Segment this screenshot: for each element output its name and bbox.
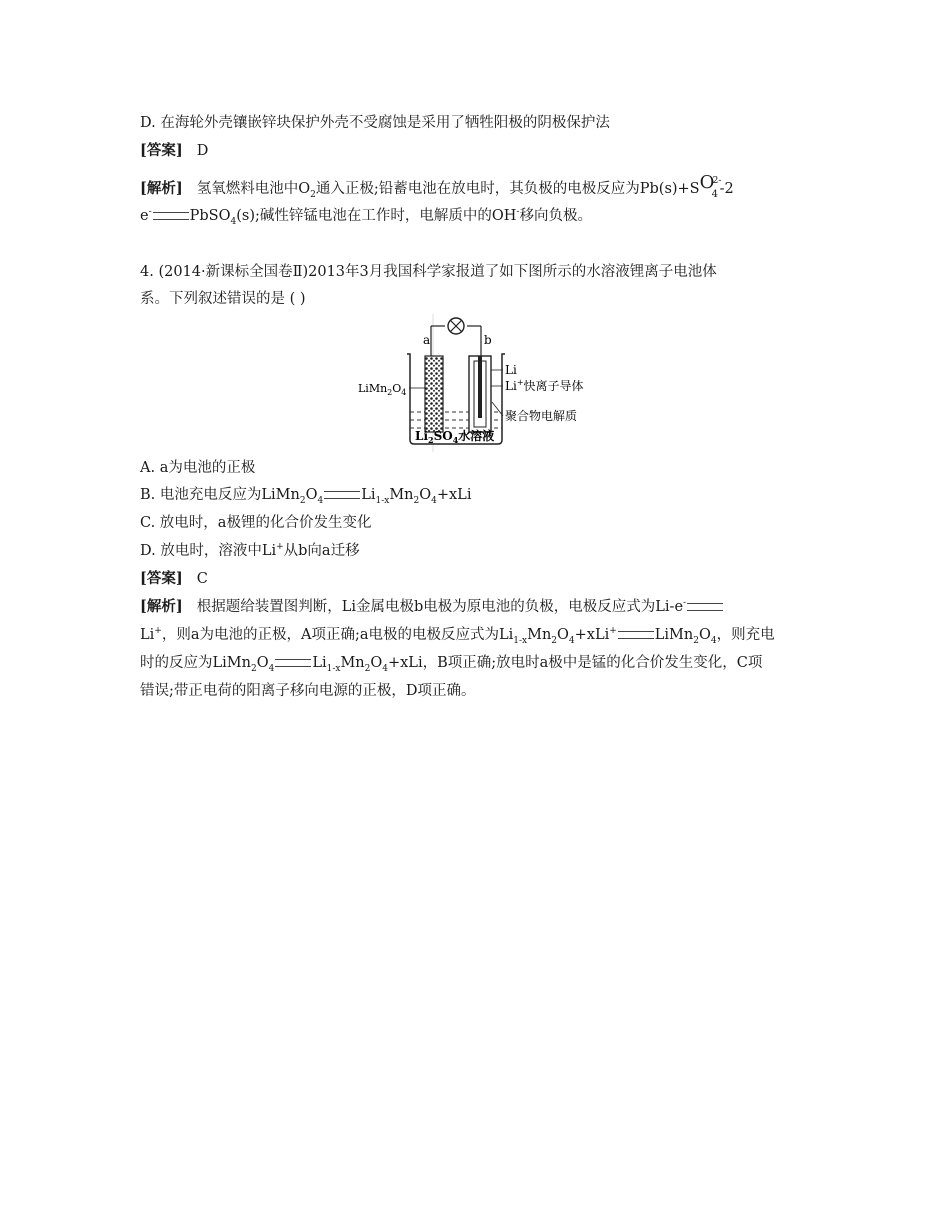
label-a: a	[423, 333, 431, 347]
label-b: b	[484, 333, 492, 347]
analysis-2-line-3: 时的反应为$LiMn_2O_4$ $Li_{1-x}Mn_2O_4+xLi$，B项正确;放电时a极中是锰的化合价发生变化，C项	[140, 655, 763, 674]
question-4-line-1: 4. (2014·新课标全国卷Ⅱ)2013年3月我国科学家报道了如下图所示的水溶液锂离子电池体	[140, 264, 717, 280]
li-electrode	[478, 356, 482, 418]
answer-1	[140, 140, 208, 162]
label-li: Li	[505, 363, 517, 377]
battery-diagram	[355, 312, 595, 456]
label-li2so4-solution: $Li_2SO_4$水溶液	[415, 429, 495, 445]
option-a: A. a为电池的正极	[140, 460, 256, 476]
equals-sign	[687, 603, 723, 611]
equals-sign	[618, 631, 654, 639]
equals-sign	[324, 491, 360, 499]
analysis-2-line-2: Li+，则a为电池的正极，A项正确;a电极的电极反应式为$Li_{1-x}Mn_2O_4+xLi^+$ $LiMn_2O_4$，则充电	[140, 626, 775, 646]
analysis-label: [解析]	[140, 598, 183, 615]
option-d: D. 放电时，溶液中Li+从b向a迁移	[140, 542, 360, 559]
analysis-1-line-2: e- PbSO$_4$(s);碱性锌锰电池在工作时，电解质中的OH-移向负极。	[140, 207, 592, 227]
answer-label: [答案]	[140, 570, 183, 587]
sulfate-ion: O 4 2-	[699, 172, 722, 200]
analysis-label: [解析]	[140, 180, 183, 197]
equals-sign	[153, 212, 189, 220]
answer-label: [答案]	[140, 142, 183, 159]
limn2o4-electrode	[425, 356, 443, 432]
analysis-1-line-1: [解析] 氢氧燃料电池中$O_2$通入正极;铅蓄电池在放电时，其负极的电极反应为Pb(s)+S O 4 2- -2	[140, 172, 734, 200]
answer-value: C	[196, 571, 208, 587]
option-d-previous: D. 在海轮外壳镶嵌锌块保护外壳不受腐蚀是采用了牺牲阳极的阴极保护法	[140, 115, 610, 131]
analysis-2-line-1: [解析] 根据题给装置图判断，Li金属电极b电极为原电池的负极，电极反应式为Li-e-	[140, 596, 724, 618]
label-polymer-electrolyte: 聚合物电解质	[505, 409, 578, 423]
option-c: C. 放电时，a极锂的化合价发生变化	[140, 515, 372, 531]
label-li-fast-conductor: Li+快离子导体	[505, 378, 584, 393]
question-4-line-2: 系。下列叙述错误的是 ( )	[140, 291, 306, 307]
equals-sign	[275, 659, 311, 667]
answer-2	[140, 568, 208, 590]
option-b: B. 电池充电反应为$LiMn_2O_4$ $Li_{1-x}Mn_2O_4+xLi$	[140, 487, 472, 506]
label-limn2o4: $LiMn_2O_4$	[358, 382, 407, 397]
analysis-2-line-4: 错误;带正电荷的阳离子移向电源的正极，D项正确。	[140, 683, 476, 699]
answer-value: D	[196, 143, 209, 159]
